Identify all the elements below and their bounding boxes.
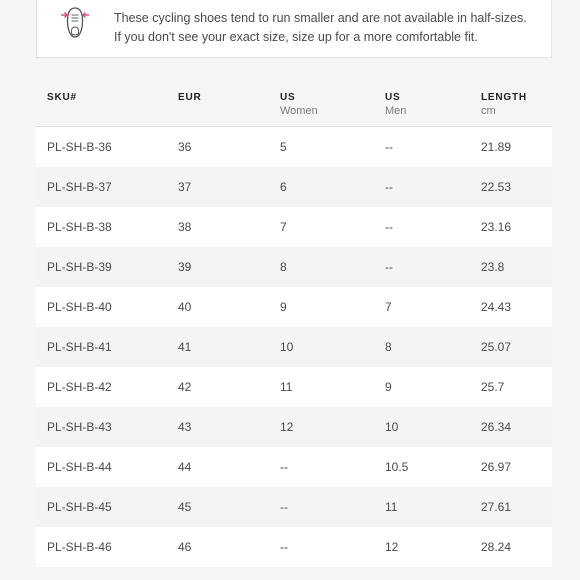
length-cell: 25.07 [481, 327, 552, 367]
length-cell: 27.61 [481, 487, 552, 527]
length-cell: 26.97 [481, 447, 552, 487]
us-women-cell: 10 [280, 327, 385, 367]
column-header-sublabel: cm [481, 105, 496, 117]
table-row [36, 447, 552, 487]
sku-cell: PL-SH-B-37 [36, 167, 178, 207]
sku-cell: PL-SH-B-44 [36, 447, 178, 487]
sku-cell: PL-SH-B-45 [36, 487, 178, 527]
us-men-cell: 10 [385, 407, 481, 447]
sku-cell: PL-SH-B-46 [36, 527, 178, 567]
column-header-length [481, 82, 552, 127]
eur-cell: 37 [178, 167, 280, 207]
length-cell: 21.89 [481, 127, 552, 168]
us-men-cell: 11 [385, 487, 481, 527]
table-row [36, 407, 552, 447]
column-header-us-women [280, 82, 385, 127]
eur-cell: 43 [178, 407, 280, 447]
table-row [36, 487, 552, 527]
column-header-label: US [385, 92, 401, 103]
us-women-cell: 5 [280, 127, 385, 168]
table-body [36, 127, 552, 568]
table-row [36, 247, 552, 287]
us-women-cell: -- [280, 527, 385, 567]
table-row [36, 327, 552, 367]
length-cell: 25.7 [481, 367, 552, 407]
eur-cell: 39 [178, 247, 280, 287]
eur-cell: 44 [178, 447, 280, 487]
eur-cell: 41 [178, 327, 280, 367]
column-header-eur [178, 82, 280, 127]
notice-line-2: If you don't see your exact size, size up for a more comfortable fit. [114, 30, 478, 44]
us-women-cell: 11 [280, 367, 385, 407]
sku-cell: PL-SH-B-40 [36, 287, 178, 327]
shoe-width-icon [59, 5, 91, 41]
eur-cell: 46 [178, 527, 280, 567]
length-cell: 23.16 [481, 207, 552, 247]
length-cell: 22.53 [481, 167, 552, 207]
length-cell: 28.24 [481, 527, 552, 567]
table-row [36, 367, 552, 407]
us-men-cell: 12 [385, 527, 481, 567]
table-row [36, 207, 552, 247]
length-cell: 26.34 [481, 407, 552, 447]
us-men-cell: -- [385, 167, 481, 207]
size-chart-table [36, 82, 552, 567]
column-header-label: LENGTH [481, 92, 527, 103]
us-women-cell: 12 [280, 407, 385, 447]
column-header-label: EUR [178, 92, 202, 103]
us-men-cell: 8 [385, 327, 481, 367]
us-women-cell: -- [280, 487, 385, 527]
table-row [36, 287, 552, 327]
us-men-cell: -- [385, 247, 481, 287]
sku-cell: PL-SH-B-43 [36, 407, 178, 447]
eur-cell: 40 [178, 287, 280, 327]
table-row [36, 167, 552, 207]
column-header-label: SKU# [47, 92, 77, 103]
sku-cell: PL-SH-B-38 [36, 207, 178, 247]
us-women-cell: 6 [280, 167, 385, 207]
eur-cell: 38 [178, 207, 280, 247]
column-header-label: US [280, 92, 296, 103]
table-header-row [36, 82, 552, 127]
us-women-cell: 7 [280, 207, 385, 247]
table-row [36, 127, 552, 168]
size-notice [36, 0, 552, 58]
column-header-us-men [385, 82, 481, 127]
sku-cell: PL-SH-B-42 [36, 367, 178, 407]
eur-cell: 42 [178, 367, 280, 407]
sku-cell: PL-SH-B-41 [36, 327, 178, 367]
us-men-cell: 7 [385, 287, 481, 327]
eur-cell: 36 [178, 127, 280, 168]
us-women-cell: 8 [280, 247, 385, 287]
us-women-cell: 9 [280, 287, 385, 327]
eur-cell: 45 [178, 487, 280, 527]
us-men-cell: 10.5 [385, 447, 481, 487]
column-header-sublabel: Men [385, 105, 407, 117]
sku-cell: PL-SH-B-39 [36, 247, 178, 287]
table-row [36, 527, 552, 567]
column-header-sku [36, 82, 178, 127]
notice-text [114, 9, 527, 47]
us-men-cell: -- [385, 207, 481, 247]
us-men-cell: -- [385, 127, 481, 168]
us-women-cell: -- [280, 447, 385, 487]
us-men-cell: 9 [385, 367, 481, 407]
notice-line-1: These cycling shoes tend to run smaller and are not available in half-sizes. [114, 11, 527, 25]
column-header-sublabel: Women [280, 105, 318, 117]
length-cell: 24.43 [481, 287, 552, 327]
sku-cell: PL-SH-B-36 [36, 127, 178, 168]
length-cell: 23.8 [481, 247, 552, 287]
